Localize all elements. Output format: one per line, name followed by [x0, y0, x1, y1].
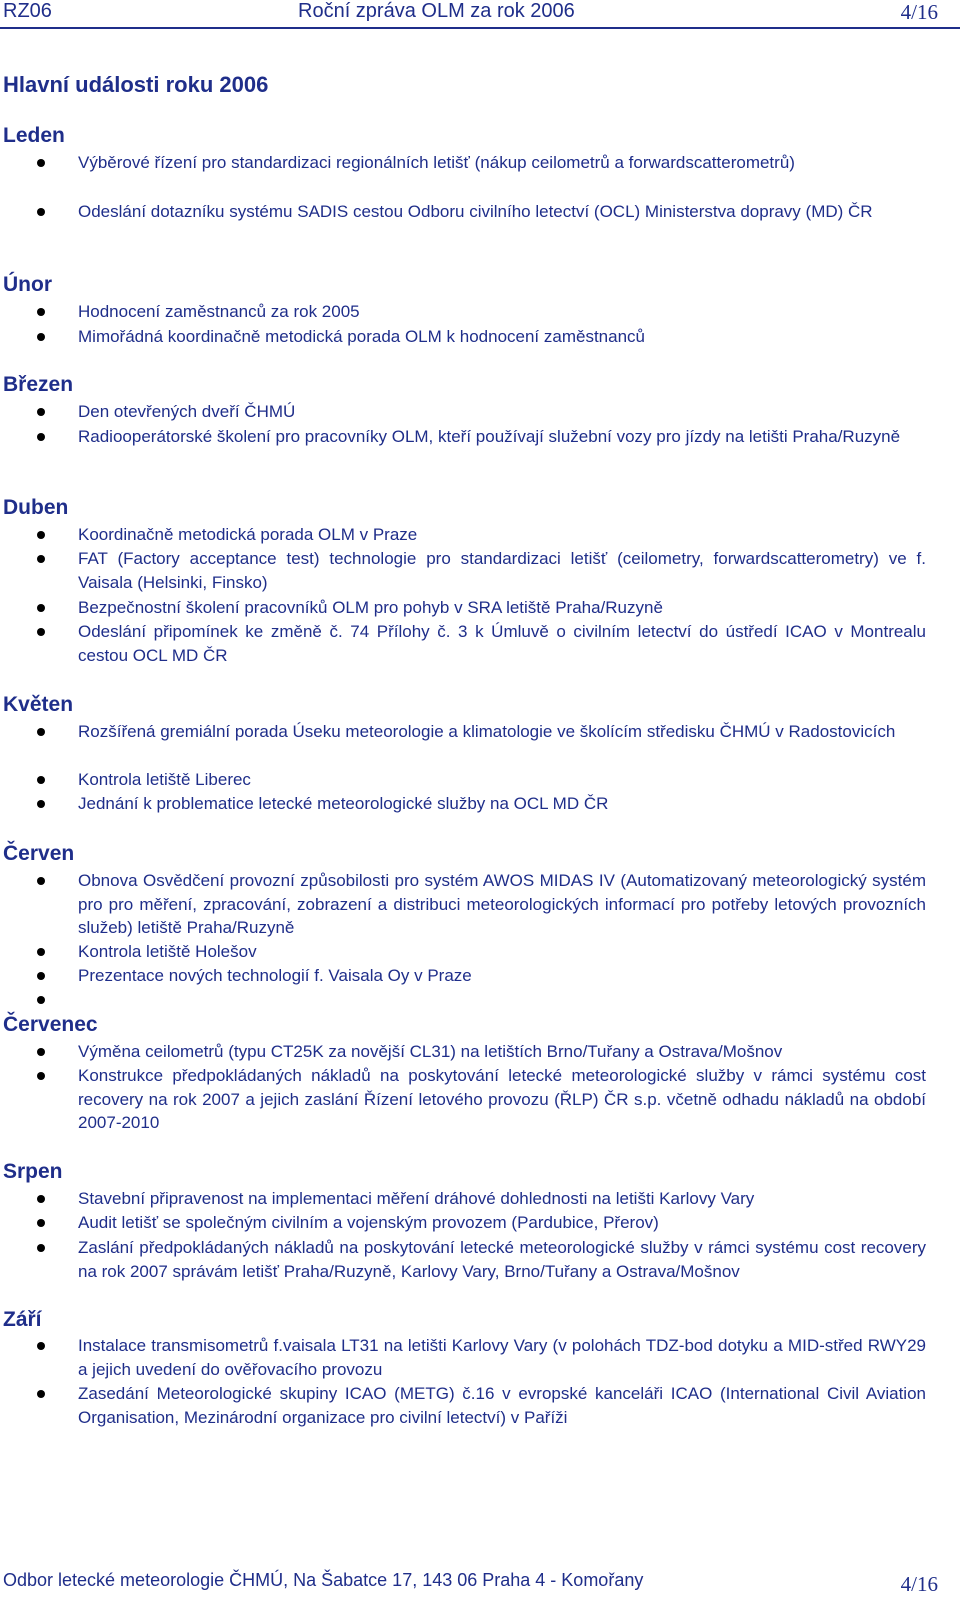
list-item: Instalace transmisometrů f.vaisala LT31 na letišti Karlovy Vary (v polohách TDZ-bod dotyku a MID-střed RWY29 a jejich uvedení do ověřovacího provozu: [78, 1336, 926, 1379]
list-item: Radiooperátorské školení pro pracovníky OLM, kteří používají služební vozy pro jízdy na letišti Praha/Ruzyně: [78, 427, 901, 446]
list-item: Zasedání Meteorologické skupiny ICAO (METG) č.16 v evropské kanceláři ICAO (International Civil Aviation Organisation, Mezinárodní organizace pro civilní letectví) v Paříži: [78, 1384, 926, 1427]
bullet-icon: [37, 800, 45, 808]
bullet-icon: [37, 1244, 45, 1252]
header-page-number: 4/16: [900, 0, 938, 24]
page-header: [0, 0, 960, 24]
month-heading: Leden: [3, 124, 65, 147]
bullet-icon: [37, 1219, 45, 1227]
bullet-icon: [37, 208, 45, 216]
list-item: Audit letišť se společným civilním a vojenským provozem (Pardubice, Přerov): [78, 1213, 659, 1232]
list-item: Konstrukce předpokládaných nákladů na poskytování letecké meteorologické služby v rámci systému cost recovery na rok 2007 a jejich zaslání Řízení letového provozu (ŘLP) ČR s.p. včetně odhadu nákladů na období 2007-2010: [78, 1066, 926, 1132]
list-item: Jednání k problematice letecké meteorologické služby na OCL MD ČR: [78, 794, 609, 813]
bullet-icon: [37, 1342, 45, 1350]
list-item: Stavební připravenost na implementaci měření dráhové dohlednosti na letišti Karlovy Vary: [78, 1189, 755, 1208]
page-title: Hlavní události roku 2006: [3, 72, 269, 97]
page-footer: Odbor letecké meteorologie ČHMÚ, Na Šabatce 17, 143 06 Praha 4 - Komořany: [3, 1570, 644, 1590]
month-heading: Květen: [3, 693, 74, 716]
bullet-icon: [37, 308, 45, 316]
list-item: Den otevřených dveří ČHMÚ: [78, 402, 296, 421]
footer-page-number: 4/16: [900, 1572, 938, 1596]
bullet-icon: [37, 948, 45, 956]
list-item: Odeslání připomínek ke změně č. 74 Přílohy č. 3 k Úmluvě o civilním letectví do ústředí ICAO v Montrealu cestou OCL MD ČR: [78, 622, 926, 665]
list-item: Kontrola letiště Holešov: [78, 942, 257, 961]
month-heading: Září: [3, 1308, 42, 1331]
bullet-icon: [37, 159, 45, 167]
list-item: FAT (Factory acceptance test) technologie pro standardizaci letišť (ceilometry, forwardscatterometry) ve f. Vaisala (Helsinki, Finsko): [78, 549, 926, 592]
document-code: RZ06: [3, 0, 52, 22]
document-title: Roční zpráva OLM za rok 2006: [298, 0, 575, 22]
bullet-icon: [37, 728, 45, 736]
bullet-icon: [37, 877, 45, 885]
list-item: Výměna ceilometrů (typu CT25K za novější CL31) na letištích Brno/Tuřany a Ostrava/Mošnov: [78, 1042, 783, 1061]
list-item: Výběrové řízení pro standardizaci regionálních letišť (nákup ceilometrů a forwardscatterometrů): [78, 153, 795, 172]
bullet-icon: [37, 972, 45, 980]
list-item: Prezentace nových technologií f. Vaisala Oy v Praze: [78, 966, 472, 985]
bullet-icon: [37, 1048, 45, 1056]
month-heading: Červenec: [3, 1013, 98, 1036]
bullet-icon: [37, 996, 45, 1004]
bullet-icon: [37, 408, 45, 416]
bullet-icon: [37, 1195, 45, 1203]
list-item: Odeslání dotazníku systému SADIS cestou Odboru civilního letectví (OCL) Ministerstva dopravy (MD) ČR: [78, 202, 873, 221]
bullet-icon: [37, 604, 45, 612]
bullet-icon: [37, 776, 45, 784]
list-item: Kontrola letiště Liberec: [78, 770, 251, 789]
header-divider: [0, 27, 960, 29]
month-heading: Duben: [3, 496, 69, 519]
list-item: Mimořádná koordinačně metodická porada OLM k hodnocení zaměstnanců: [78, 327, 645, 346]
bullet-icon: [37, 628, 45, 636]
bullet-icon: [37, 1072, 45, 1080]
list-item: Rozšířená gremiální porada Úseku meteorologie a klimatologie ve školícím středisku ČHMÚ v Radostovicích: [78, 722, 896, 741]
month-heading: Březen: [3, 373, 74, 396]
bullet-icon: [37, 555, 45, 563]
list-item: Koordinačně metodická porada OLM v Praze: [78, 525, 418, 544]
bullet-icon: [37, 1390, 45, 1398]
bullet-icon: [37, 531, 45, 539]
month-heading: Únor: [3, 273, 52, 296]
list-item: Zaslání předpokládaných nákladů na poskytování letecké meteorologické služby v rámci systému cost recovery na rok 2007 správám letišť Praha/Ruzyně, Karlovy Vary, Brno/Tuřany a Ostrava/Mošnov: [78, 1238, 926, 1281]
list-item: Bezpečnostní školení pracovníků OLM pro pohyb v SRA letiště Praha/Ruzyně: [78, 598, 663, 617]
month-heading: Červen: [3, 842, 75, 865]
month-heading: Srpen: [3, 1160, 63, 1183]
list-item: Hodnocení zaměstnanců za rok 2005: [78, 302, 360, 321]
list-item: Obnova Osvědčení provozní způsobilosti pro systém AWOS MIDAS IV (Automatizovaný meteorologický systém pro pro měření, zpracování, zobrazení a distribuci meteorologických informací pro potřeby letových provozních služeb) letiště Praha/Ruzyně: [78, 871, 926, 937]
bullet-icon: [37, 433, 45, 441]
bullet-icon: [37, 333, 45, 341]
